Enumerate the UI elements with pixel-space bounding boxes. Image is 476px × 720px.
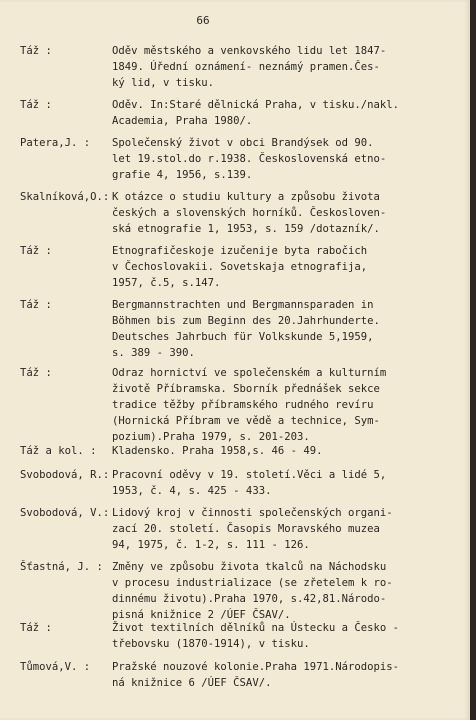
citation-line: K otázce o studiu kultury a způsobu života [112, 191, 380, 203]
citation-line: Pracovní oděvy v 19. století.Věci a lidé 5, [112, 469, 387, 481]
entry-author: Táž : [20, 622, 52, 634]
entry-citation [112, 189, 390, 237]
page-number: 66 [196, 14, 210, 27]
citation-line: v procesu industrializace (se zřetelem k ro- [112, 577, 393, 589]
entry-author: Patera,J. : [20, 137, 91, 149]
citation-line: Oděv. In:Staré dělnická Praha, v tisku./nakl. [112, 99, 400, 111]
entry-citation [112, 365, 390, 445]
citation-line: Academia, Praha 1980/. [112, 115, 253, 127]
citation-line: Bergmannstrachten und Bergmannsparaden in [112, 299, 374, 311]
entry-citation [112, 559, 393, 623]
citation-line: 1953, č. 4, s. 425 - 433. [112, 485, 272, 497]
citation-line: Böhmen bis zum Beginn des 20.Jahrhunderte. [112, 315, 380, 327]
citation-line: 94, 1975, č. 1-2, s. 111 - 126. [112, 539, 310, 551]
citation-line: dinnému životu).Praha 1970, s.42,81.Národo- [112, 593, 387, 605]
citation-line: ná knižnice 6 /ÚEF ČSAV/. [112, 677, 272, 689]
entry-author: Svobodová, V.: [20, 507, 110, 519]
citation-line: Lidový kroj v činnosti společenských organi- [112, 507, 393, 519]
citation-line: zací 20. století. Časopis Moravského muzea [112, 523, 380, 535]
citation-line: Oděv městského a venkovského lidu let 1847- [112, 45, 387, 57]
citation-line: pisná knižnice 2 /ÚEF ČSAV/. [112, 609, 291, 621]
entry-citation [112, 467, 390, 499]
entry-author: Tůmová,V. : [20, 661, 91, 673]
citation-line: 1849. Úřední oznámení- neznámý pramen.Čes- [112, 61, 380, 73]
entry-author: Táž : [20, 45, 52, 57]
citation-line: Život textilních dělníků na Ústecku a Česko - [112, 622, 400, 634]
entry-citation [112, 43, 390, 91]
entry-author: Svobodová, R.: [20, 469, 110, 481]
citation-line: (Hornická Příbram ve vědě a technice, Sym- [112, 415, 380, 427]
citation-line: Společenský život v obci Brandýsek od 90. [112, 137, 374, 149]
citation-line: v Čechoslovakii. Sovetskaja etnografija, [112, 261, 368, 273]
entry-citation [112, 297, 390, 361]
entry-citation [112, 620, 400, 652]
citation-line: Etnografičeskoje izučenije byta rabočich [112, 245, 368, 257]
citation-line: životě Příbramska. Sborník přednášek sekce [112, 383, 380, 395]
entry-citation [112, 659, 400, 691]
entry-author: Šťastná, J. : [20, 561, 103, 573]
entry-citation [112, 97, 400, 129]
citation-line: 1957, č.5, s.147. [112, 277, 221, 289]
citation-line: Pražské nouzové kolonie.Praha 1971.Národopis- [112, 661, 400, 673]
entry-author: Táž : [20, 245, 52, 257]
citation-line: českých a slovenských horníků. Českosloven- [112, 207, 387, 219]
citation-line: pozium).Praha 1979, s. 201-203. [112, 431, 310, 443]
citation-line: ská etnografie 1, 1953, s. 159 /dotazník/. [112, 223, 380, 235]
entry-citation [112, 443, 390, 459]
citation-line: Změny ve způsobu života tkalců na Náchodsku [112, 561, 387, 573]
entry-author: Táž : [20, 367, 52, 379]
citation-line: Kladensko. Praha 1958,s. 46 - 49. [112, 445, 323, 457]
citation-line: grafie 4, 1956, s.139. [112, 169, 253, 181]
entry-author: Táž : [20, 299, 52, 311]
entry-citation [112, 243, 390, 291]
entry-citation [112, 135, 390, 183]
entry-author: Táž a kol. : [20, 445, 97, 457]
entry-citation [112, 505, 393, 553]
citation-line: Odraz hornictví ve společenském a kulturním [112, 367, 387, 379]
citation-line: třebovsku (1870-1914), v tisku. [112, 638, 310, 650]
citation-line: Deutsches Jahrbuch für Volkskunde 5,1959, [112, 331, 374, 343]
citation-line: let 19.stol.do r.1938. Československá etno- [112, 153, 387, 165]
citation-line: s. 389 - 390. [112, 347, 195, 359]
citation-line: ký lid, v tisku. [112, 77, 215, 89]
citation-line: tradice těžby příbramského rudného revíru [112, 399, 374, 411]
entry-author: Skalníková,O.: [20, 191, 110, 203]
entry-author: Táž : [20, 99, 52, 111]
